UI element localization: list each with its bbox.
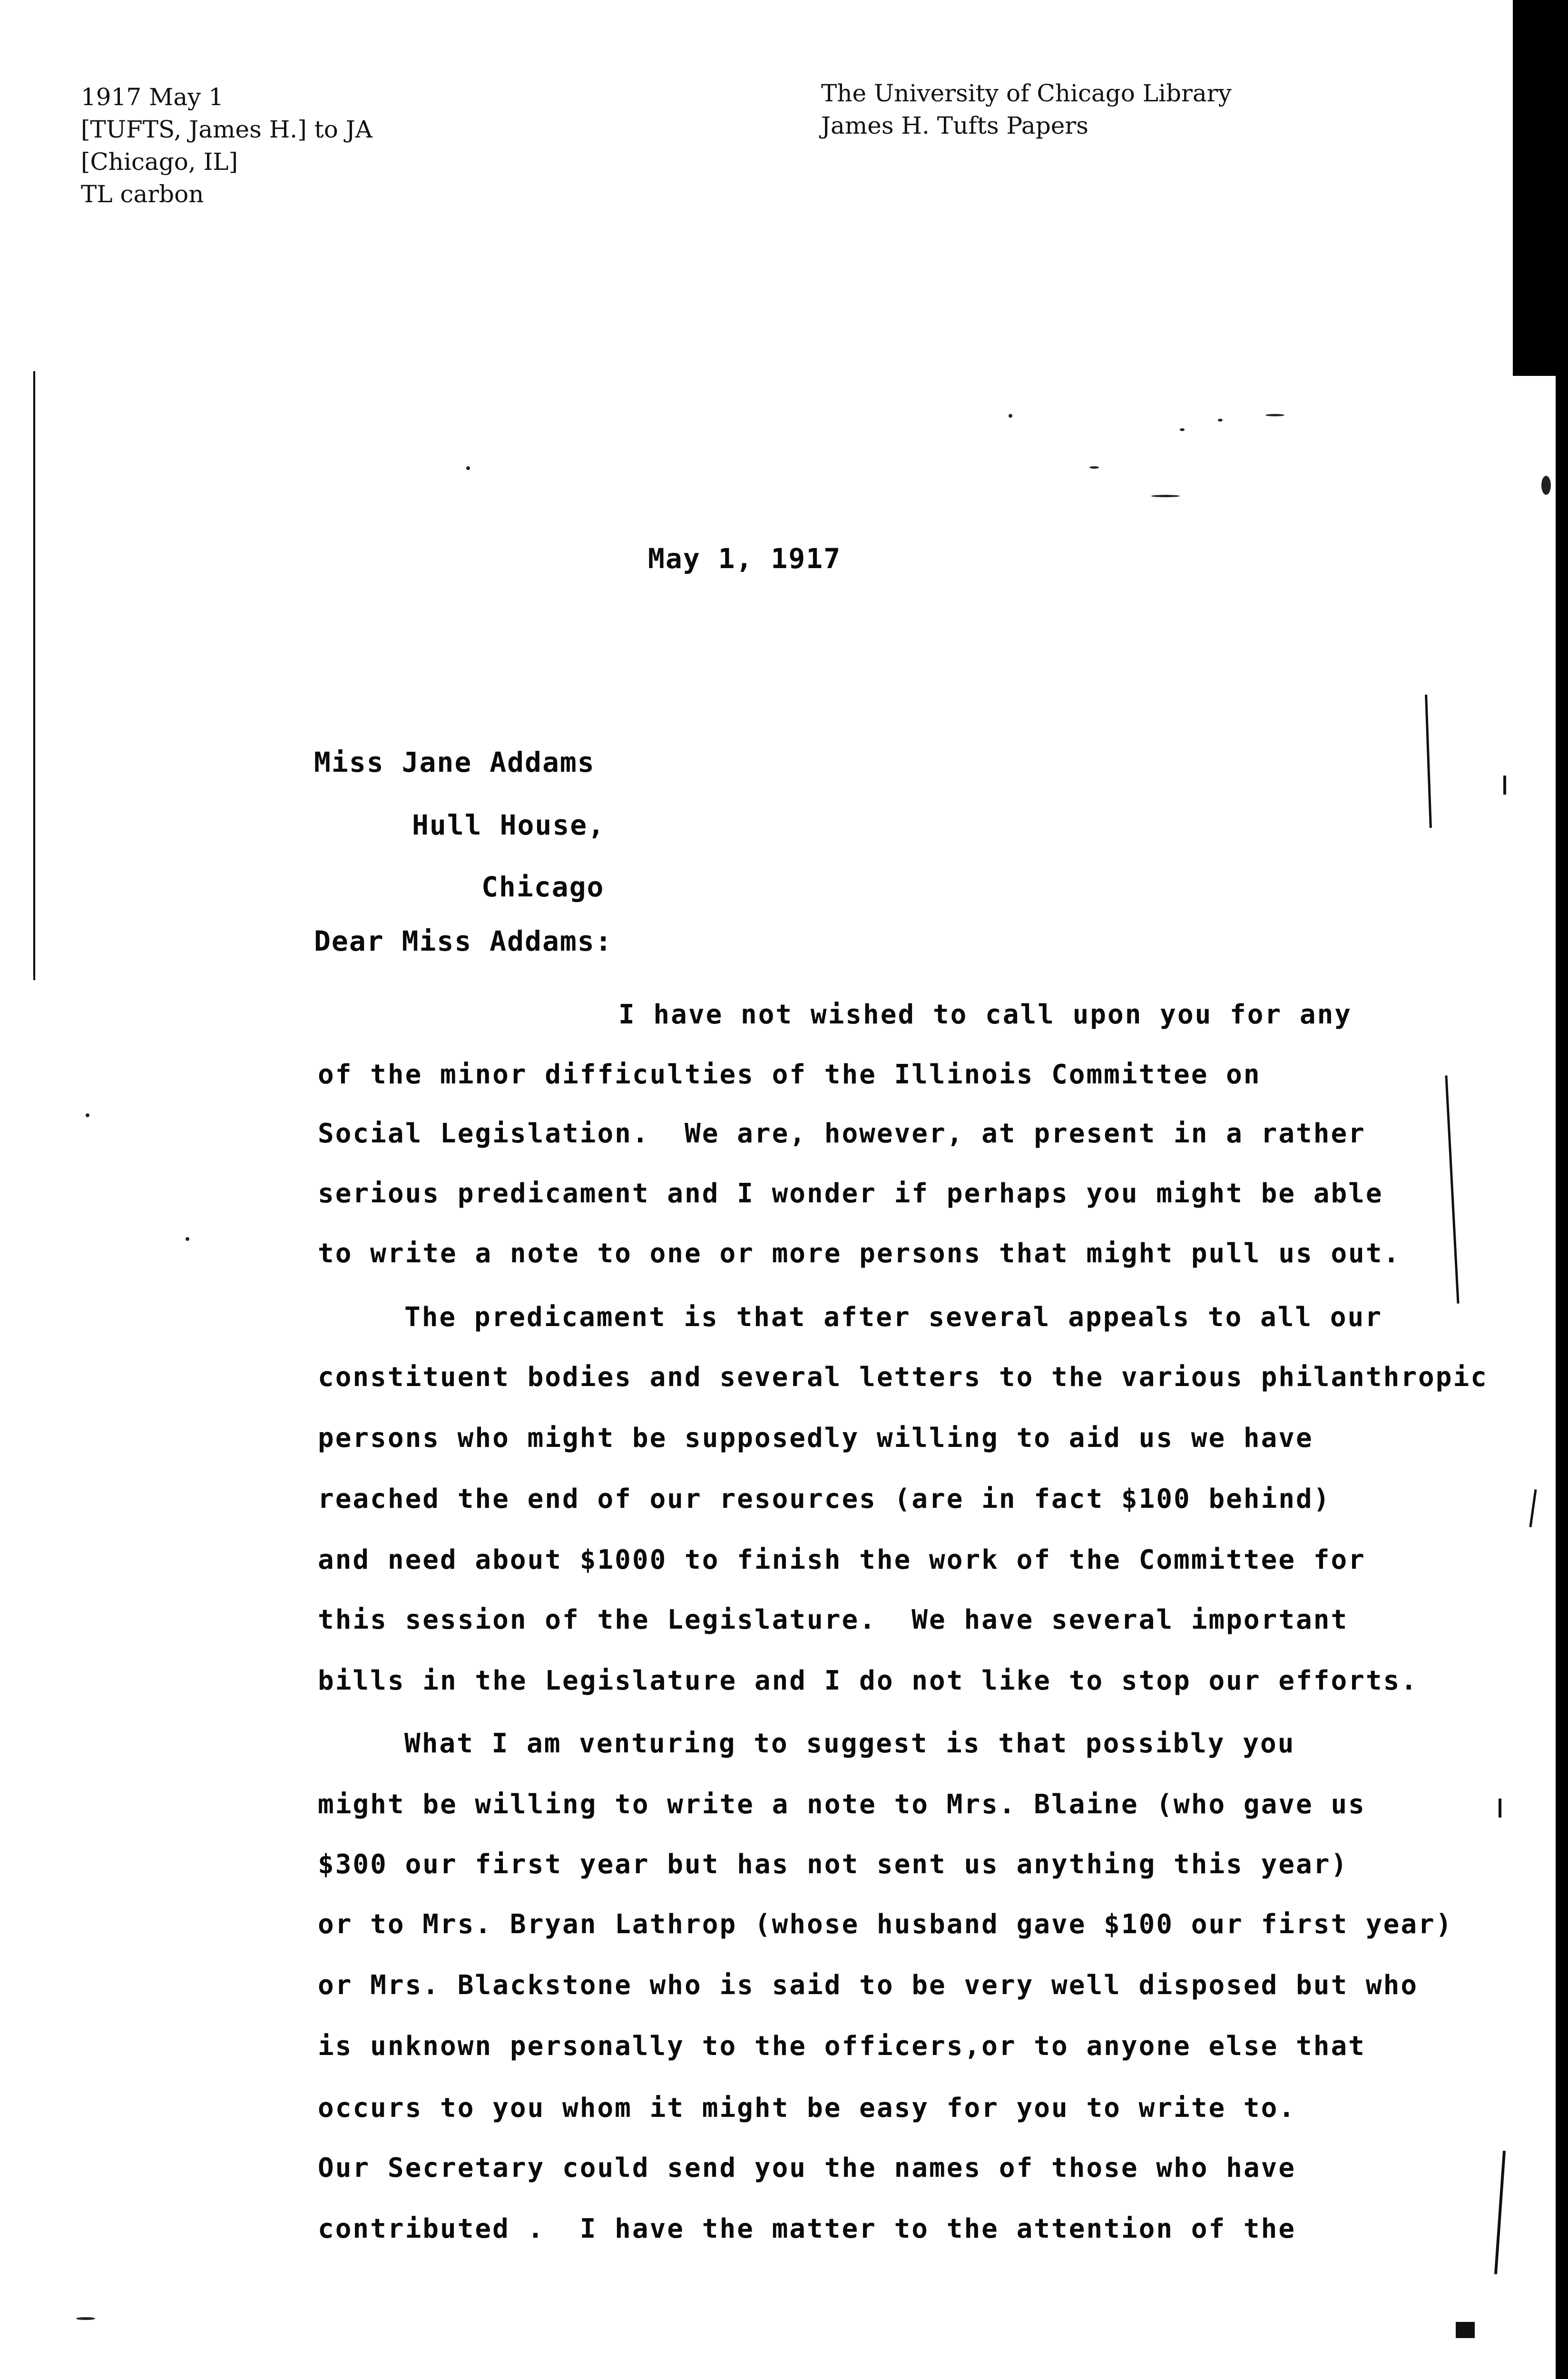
scan-speck	[1218, 419, 1223, 422]
citation-format: TL carbon	[81, 180, 204, 208]
citation-date: 1917 May 1	[81, 83, 224, 111]
repository-name: The University of Chicago Library	[821, 79, 1232, 107]
scan-artifact-blot	[1456, 2322, 1475, 2338]
scan-speck	[1265, 414, 1284, 416]
letter-body-line: of the minor difficulties of the Illinois Committee on	[318, 1059, 1261, 1090]
letter-body-line: Our Secretary could send you the names of those who have	[318, 2153, 1296, 2183]
scan-edge-right	[1556, 376, 1568, 2379]
scan-artifact-line	[1494, 2151, 1506, 2274]
letter-body-line: persons who might be supposedly willing to aid us we have	[318, 1423, 1313, 1454]
scan-speck	[76, 2317, 95, 2320]
scan-speck	[86, 1113, 89, 1117]
letter-body-line: might be willing to write a note to Mrs. Blaine (who gave us	[318, 1789, 1366, 1820]
scan-artifact-line	[1425, 695, 1432, 828]
left-margin-line	[33, 371, 35, 980]
letter-body-line: contributed . I have the matter to the attention of the	[318, 2213, 1296, 2244]
scan-artifact-mark	[1503, 776, 1506, 795]
letter-body-line: serious predicament and I wonder if perhaps you might be able	[318, 1178, 1383, 1209]
letter-body-line: this session of the Legislature. We have several important	[318, 1604, 1349, 1635]
letter-body-line: reached the end of our resources (are in fact $100 behind)	[318, 1484, 1331, 1514]
letter-body-line: and need about $1000 to finish the work of the Committee for	[318, 1544, 1366, 1575]
scan-speck	[466, 466, 470, 470]
citation-place: [Chicago, IL]	[81, 148, 238, 176]
scan-artifact-line	[1529, 1489, 1537, 1527]
letter-body-line: or Mrs. Blackstone who is said to be very well disposed but who	[318, 1970, 1419, 2001]
archival-repository	[821, 77, 1232, 142]
salutation: Dear Miss Addams:	[314, 925, 613, 957]
letter-body-line: The predicament is that after several appeals to all our	[404, 1302, 1383, 1333]
letter-body-line: or to Mrs. Bryan Lathrop (whose husband gave $100 our first year)	[318, 1909, 1453, 1940]
collection-name: James H. Tufts Papers	[821, 112, 1088, 139]
letter-date: May 1, 1917	[648, 542, 842, 575]
scan-artifact-line	[1445, 1075, 1459, 1304]
letter-body-line: bills in the Legislature and I do not like to stop our efforts.	[318, 1665, 1419, 1696]
recipient-address-line: Hull House,	[412, 809, 606, 841]
scan-speck	[1180, 428, 1185, 431]
letter-body-line: is unknown personally to the officers,or to anyone else that	[318, 2031, 1366, 2062]
scan-speck	[1009, 414, 1012, 418]
scan-artifact-mark	[1499, 1799, 1501, 1818]
scan-edge-top-right	[1513, 0, 1568, 376]
letter-body-line: What I am venturing to suggest is that possibly you	[404, 1728, 1295, 1759]
letter-body-line: occurs to you whom it might be easy for you to write to.	[318, 2093, 1296, 2123]
letter-body-line: Social Legislation. We are, however, at present in a rather	[318, 1118, 1366, 1149]
scan-speck	[186, 1237, 189, 1241]
scan-speck	[1541, 476, 1551, 495]
recipient-name: Miss Jane Addams	[314, 746, 595, 778]
letter-body-line: $300 our first year but has not sent us anything this year)	[318, 1849, 1349, 1880]
archival-citation	[81, 81, 372, 210]
letter-body-line: I have not wished to call upon you for any	[618, 999, 1352, 1030]
scan-speck	[1089, 466, 1099, 469]
letter-body-line: constituent bodies and several letters to the various philanthropic	[318, 1362, 1488, 1393]
scan-speck	[1151, 495, 1180, 497]
recipient-city: Chicago	[481, 871, 605, 903]
citation-correspondents: [TUFTS, James H.] to JA	[81, 116, 372, 143]
letter-body-line: to write a note to one or more persons that might pull us out.	[318, 1238, 1401, 1269]
